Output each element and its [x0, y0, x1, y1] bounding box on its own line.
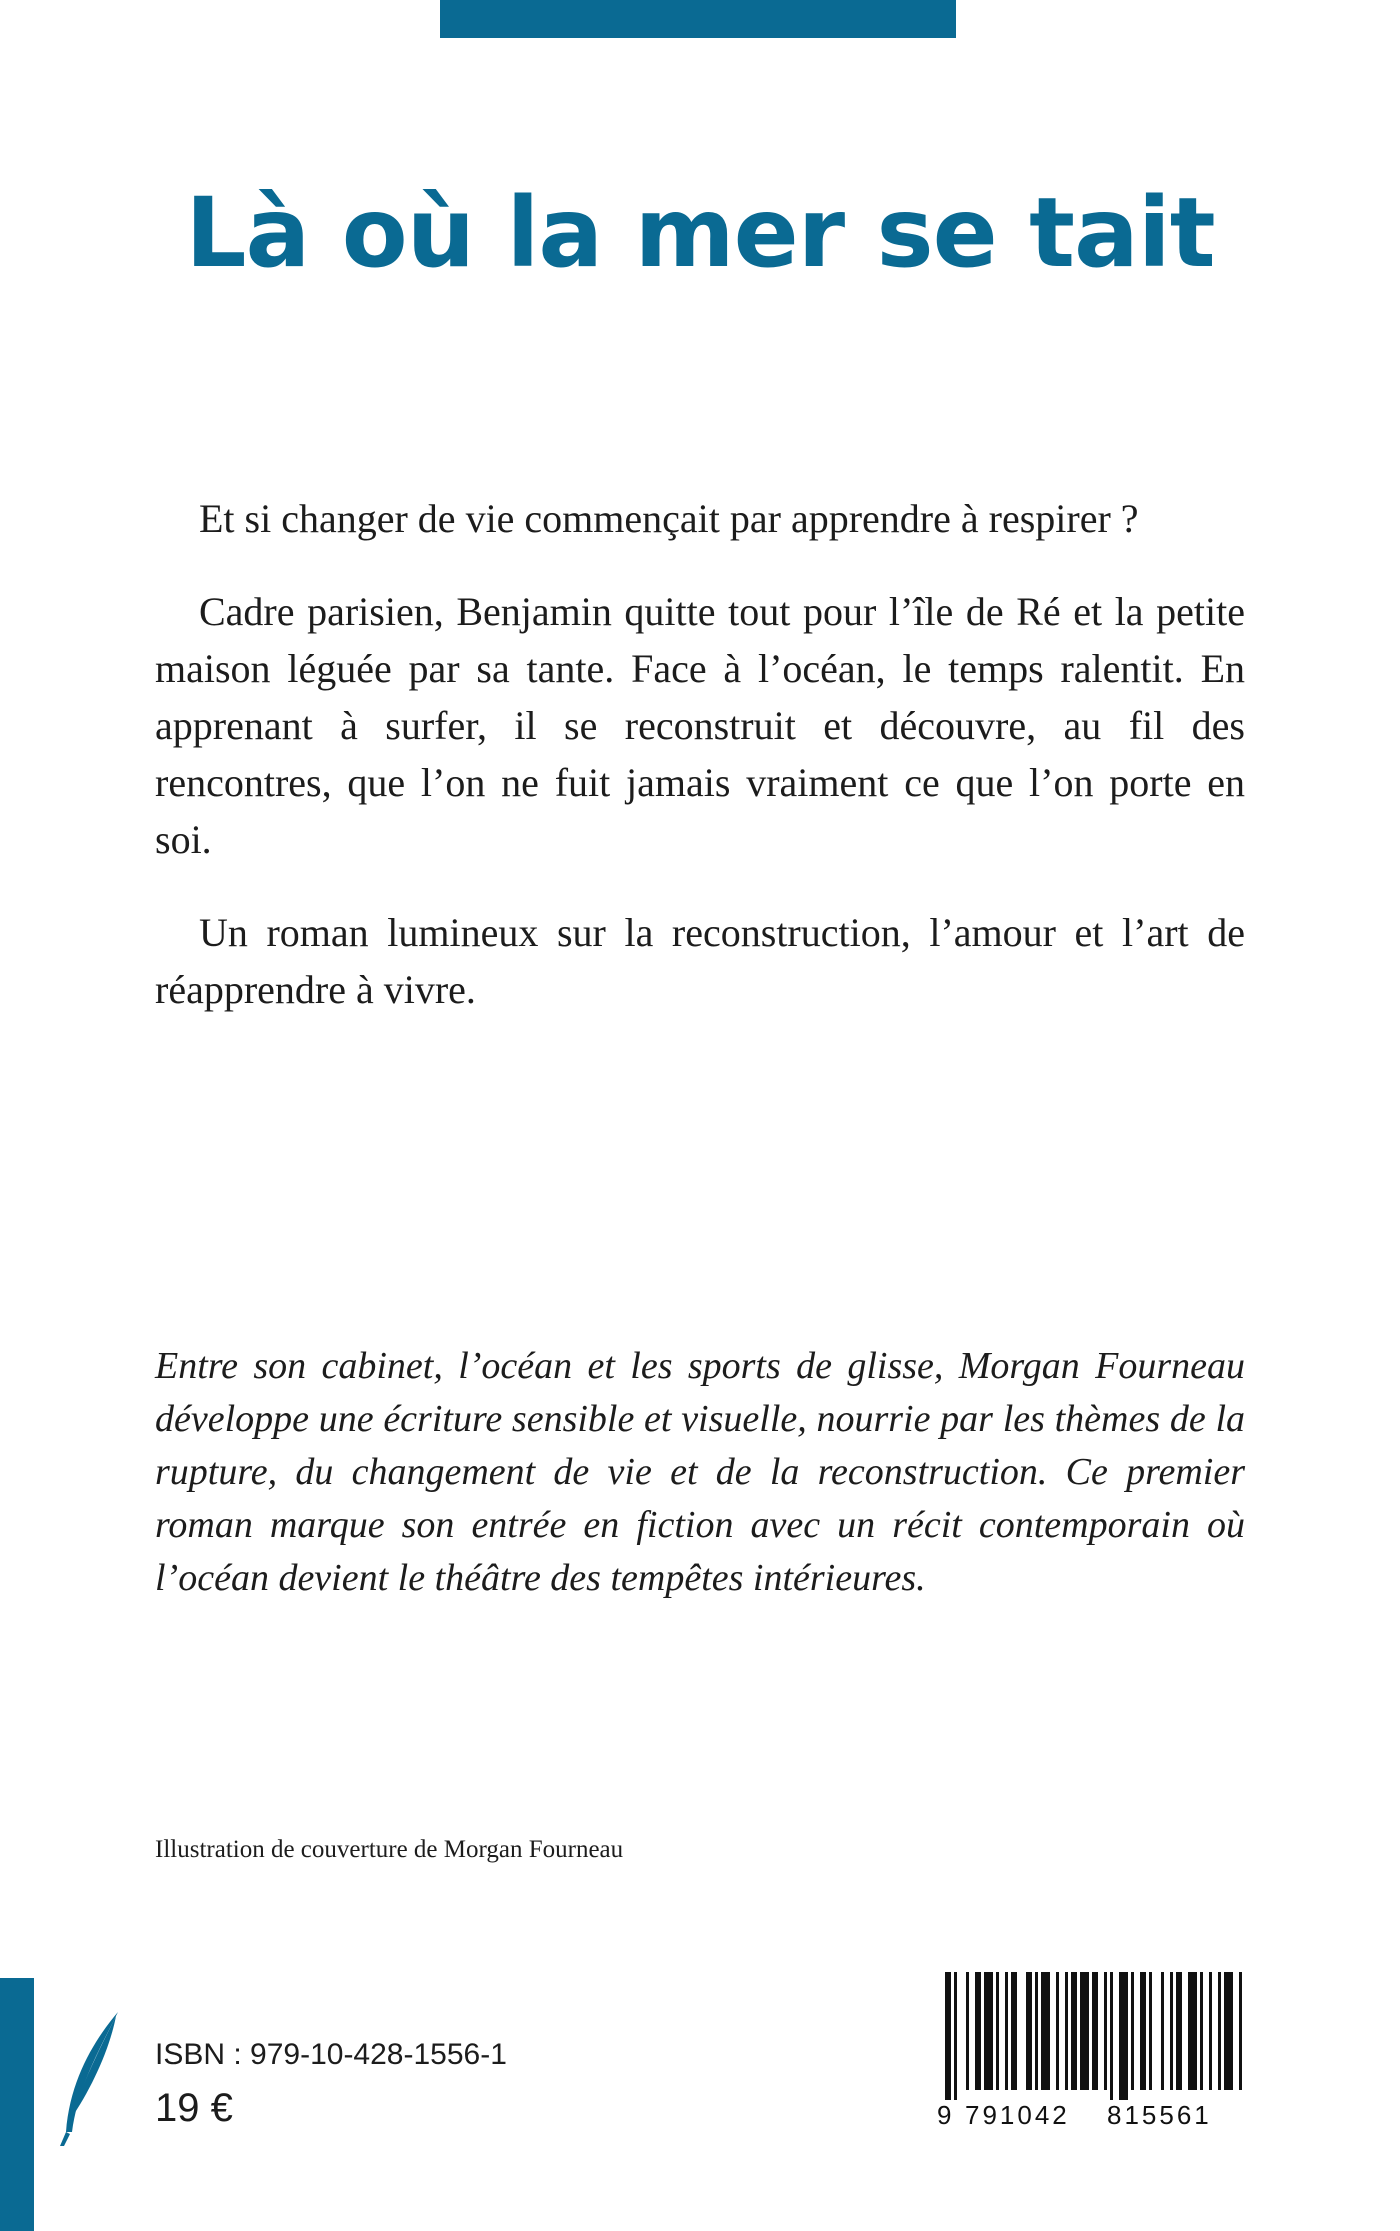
book-title: Là où la mer se tait: [185, 177, 1215, 289]
barcode-bar: [1041, 1972, 1050, 2090]
feather-logo-icon: [56, 2008, 130, 2148]
barcode-digits-right: 815561: [1107, 2100, 1212, 2130]
barcode-bar: [1149, 1972, 1152, 2090]
author-bio: Entre son cabinet, l’océan et les sports de glisse, Morgan Fourneau développe une écriture sensible et visuelle, nourrie par les thèmes de la rupture, du changement de vie et de la reconstruction. Ce premier roman marque son entrée en fiction avec un récit contemporain où l’océan devient le théâtre des tempêtes intérieures.: [155, 1345, 1245, 1599]
blurb-paragraph: Cadre parisien, Benjamin quitte tout pour l’île de Ré et la petite maison léguée par sa tante. Face à l’océan, le temps ralentit. En apprenant à surfer, il se reconstruit et découvre, au fil des rencontres, que l’on ne fuit jamais vraiment ce que l’on porte en soi.: [155, 589, 1245, 862]
barcode-digits-left: 791042: [965, 2100, 1070, 2130]
blurb-paragraph: Et si changer de vie commençait par apprendre à respirer ?: [199, 496, 1139, 541]
barcode-bar: [1026, 1972, 1032, 2090]
barcode-bar: [1035, 1972, 1038, 2090]
isbn: ISBN : 979-10-428-1556-1: [155, 2038, 507, 2071]
barcode-bar: [954, 1972, 957, 2100]
barcode-bar: [984, 1972, 993, 2090]
barcode-bar: [1161, 1972, 1164, 2090]
barcode-bar: [1209, 1972, 1212, 2090]
barcode-bar: [1011, 1972, 1017, 2090]
barcode-bar: [1200, 1972, 1203, 2090]
barcode-digits: [925, 2100, 1255, 2130]
barcode-bar: [996, 1972, 999, 2090]
barcode-bar: [1140, 1972, 1146, 2090]
top-accent-bar: [440, 0, 956, 38]
barcode-bar: [1005, 1972, 1008, 2090]
barcode-bar: [1080, 1972, 1089, 2090]
barcode-bar: [945, 1972, 951, 2100]
price: 19 €: [155, 2086, 233, 2130]
left-accent-strip: [0, 1978, 34, 2231]
barcode-bar: [1218, 1972, 1221, 2090]
barcode-bar: [1065, 1972, 1068, 2090]
barcode-bar: [1104, 1972, 1107, 2090]
barcode-bar: [975, 1972, 981, 2090]
barcode-bar: [1110, 1972, 1113, 2100]
back-cover-blurb: [155, 490, 1245, 1054]
barcode-bar: [1176, 1972, 1182, 2090]
barcode-digit-first: 9: [937, 2100, 952, 2130]
barcode: [925, 1972, 1255, 2130]
barcode-bar: [1119, 1972, 1128, 2100]
barcode-bar: [1224, 1972, 1233, 2090]
barcode-bar: [966, 1972, 969, 2090]
barcode-bar: [1092, 1972, 1098, 2090]
barcode-bar: [1071, 1972, 1077, 2090]
barcode-bar: [1239, 1972, 1242, 2090]
barcode-bars: [925, 1972, 1255, 2102]
illustration-credit: Illustration de couverture de Morgan Fourneau: [155, 1836, 624, 1863]
barcode-bar: [1188, 1972, 1197, 2090]
barcode-bar: [1056, 1972, 1059, 2090]
barcode-bar: [1170, 1972, 1173, 2090]
blurb-paragraph: Un roman lumineux sur la reconstruction, l’amour et l’art de réapprendre à vivre.: [155, 910, 1245, 1012]
barcode-bar: [1131, 1972, 1134, 2090]
